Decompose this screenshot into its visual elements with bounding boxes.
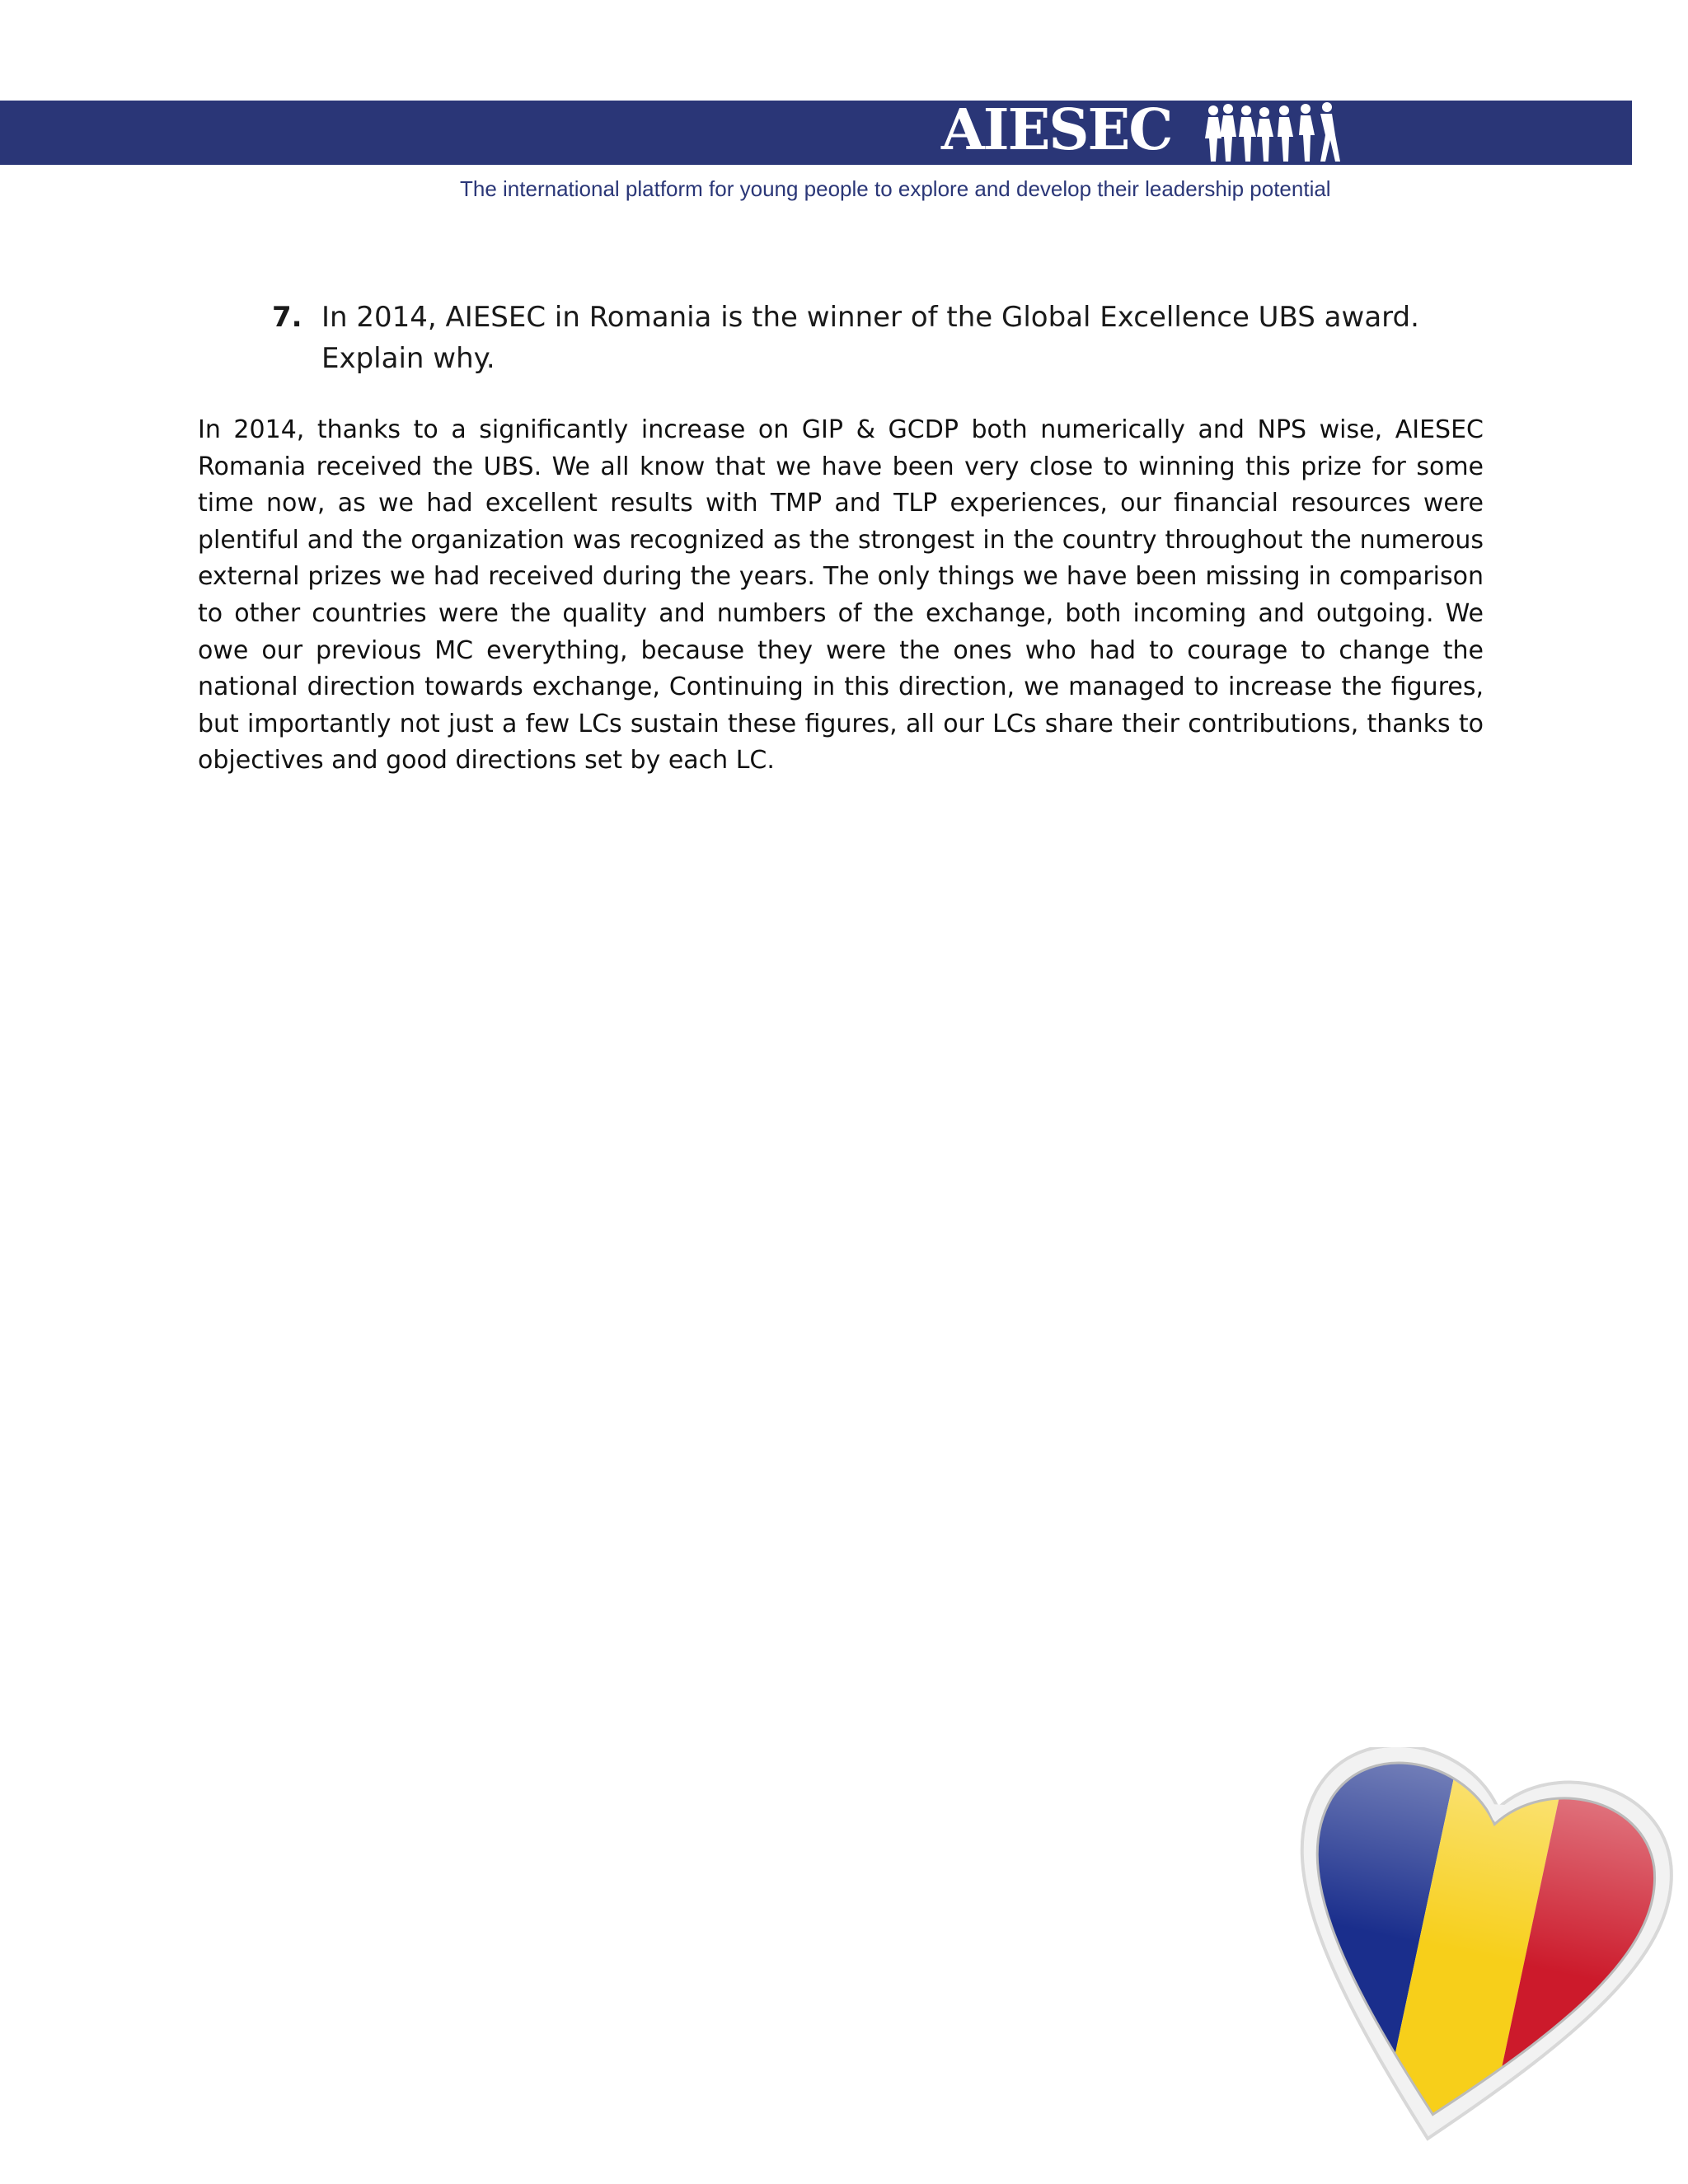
question-number: 7. <box>272 301 302 334</box>
question-heading <box>272 297 1484 379</box>
people-silhouettes-icon <box>1203 99 1368 166</box>
tagline: The international platform for young people to explore and develop their leadership potential <box>460 176 1331 201</box>
question-text: In 2014, AIESEC in Romania is the winner of the Global Excellence UBS award. Explain why. <box>321 301 1419 375</box>
aiesec-logo <box>941 99 1370 166</box>
header-band <box>0 97 1632 165</box>
logo-text: AIESEC <box>941 97 1172 163</box>
answer-paragraph: In 2014, thanks to a significantly increase on GIP & GCDP both numerically and NPS wise, AIESEC Romania received the UBS. We all know that we have been very close to winning this prize for some time now, as we had excellent results with TMP and TLP experiences, our financial resources were plentiful and the organization was recognized as the strongest in the country throughout the numerous external prizes we had received during the years. The only things we have been missing in comparison to other countries were the quality and numbers of the exchange, both incoming and outgoing. We owe our previous MC everything, because they were the ones who had to courage to change the national direction towards exchange, Continuing in this direction, we managed to increase the figures, but importantly not just a few LCs sustain these figures, all our LCs share their contributions, thanks to objectives and good directions set by each LC. <box>198 415 1484 776</box>
romania-flag-heart-icon <box>1261 1747 1673 2159</box>
